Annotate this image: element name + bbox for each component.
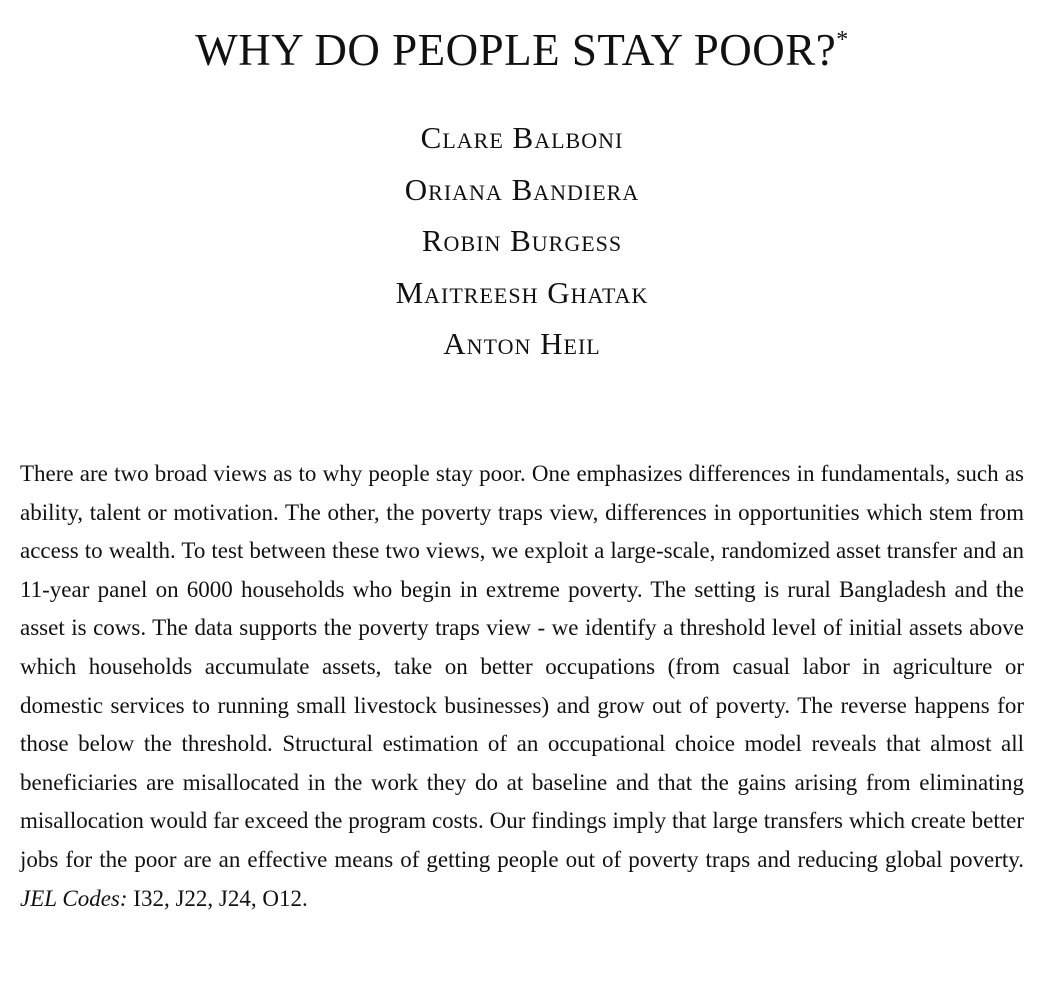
jel-codes-label: JEL Codes: xyxy=(20,885,128,911)
abstract-body: There are two broad views as to why people stay poor. One emphasizes differences in fundamentals, such as ability, talent or motivation. The other, the poverty traps view, differences in opportunities which stem from access to wealth. To test between these two views, we exploit a large-scale, randomized asset transfer and an 11-year panel on 6000 households who begin in extreme poverty. The setting is rural Bangladesh and the asset is cows. The data supports the poverty traps view - we identify a threshold level of initial assets above which households accumulate assets, take on better occupations (from casual labor in agriculture or domestic services to running small livestock businesses) and grow out of poverty. The reverse happens for those below the threshold. Structural estimation of an occupational choice model reveals that almost all beneficiaries are misallocated in the work they do at baseline and that the gains arising from eliminating misallocation would far exceed the program costs. Our findings imply that large transfers which create better jobs for the poor are an effective means of getting people out of poverty traps and reducing global poverty. xyxy=(20,461,1024,872)
author-name: Maitreesh Ghatak xyxy=(395,274,649,310)
paper-title xyxy=(0,10,1044,80)
author-name: Oriana Bandiera xyxy=(404,171,640,207)
jel-codes: I32, J22, J24, O12. xyxy=(133,885,308,911)
author-name: Robin Burgess xyxy=(421,223,623,258)
title-footnote-mark: * xyxy=(836,27,849,53)
paper-title-text: WHY DO PEOPLE STAY POOR? xyxy=(195,25,837,75)
author-name: Anton Heil xyxy=(443,326,601,361)
abstract xyxy=(20,455,1024,918)
author-list xyxy=(0,112,1044,370)
author-name: Clare Balboni xyxy=(420,120,624,155)
